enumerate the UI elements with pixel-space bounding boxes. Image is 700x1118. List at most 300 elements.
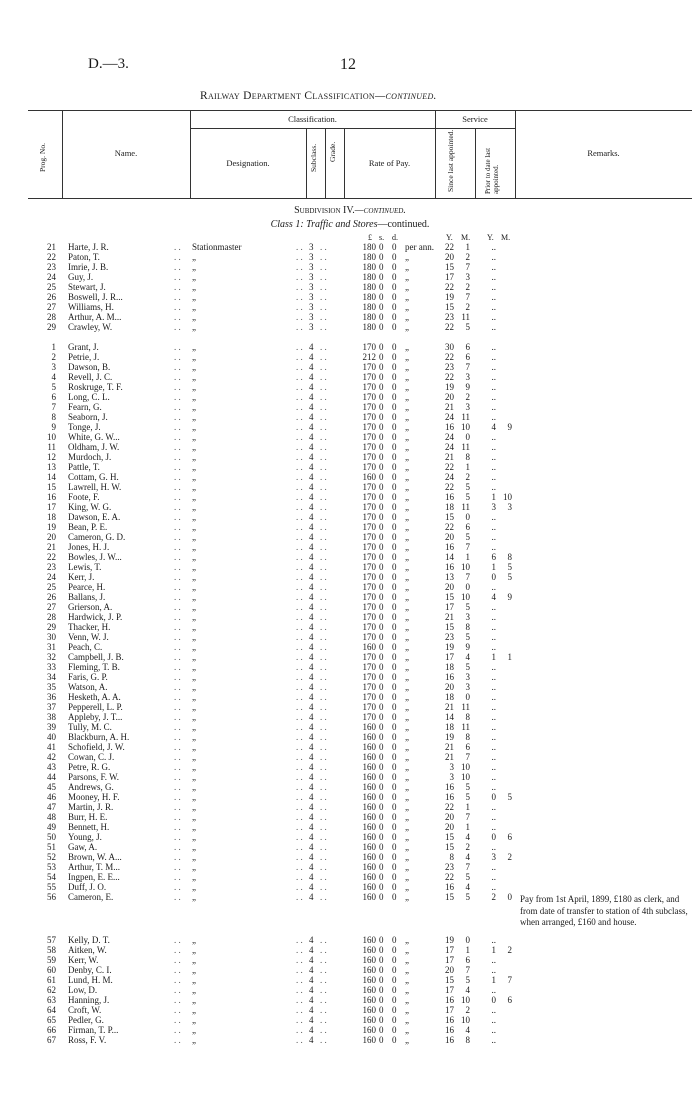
pay-period-cell: „ [405, 592, 409, 602]
pay-period-cell: „ [405, 542, 409, 552]
prog-no-cell: 18 [47, 512, 56, 522]
pay-pounds-cell: 170 [362, 542, 376, 552]
pay-pence-cell: 0 [392, 412, 397, 422]
service-months-cell: 3 [465, 612, 470, 622]
pay-pence-cell: 0 [392, 382, 397, 392]
leader-dots: . . [320, 402, 327, 412]
service-months-cell: 7 [465, 262, 470, 272]
service-years-cell: 18 [445, 502, 454, 512]
designation-cell: „ [192, 452, 196, 462]
leader-dots: . . [296, 442, 303, 452]
prior-years-cell: .. [491, 312, 496, 322]
pay-pounds-cell: 160 [362, 752, 376, 762]
pay-pence-cell: 0 [392, 782, 397, 792]
service-years-cell: 8 [449, 852, 454, 862]
service-months-cell: 4 [465, 985, 470, 995]
prior-months-cell: 6 [507, 832, 512, 842]
designation-cell: „ [192, 632, 196, 642]
leader-dots: . . [296, 1005, 303, 1015]
pay-pence-cell: 0 [392, 822, 397, 832]
prior-months-cell: 6 [507, 995, 512, 1005]
pay-pence-cell: 0 [392, 802, 397, 812]
service-months-cell: 2 [465, 252, 470, 262]
leader-dots: . . [296, 322, 303, 332]
leader-dots: . . [296, 652, 303, 662]
designation-cell: „ [192, 822, 196, 832]
pay-pounds-cell: 160 [362, 862, 376, 872]
service-months-cell: 3 [465, 372, 470, 382]
pay-shillings-cell: 0 [379, 482, 384, 492]
leader-dots: . . [296, 592, 303, 602]
name-cell: Faris, G. P. [68, 672, 108, 682]
prog-no-cell: 42 [47, 752, 56, 762]
leader-dots: . . [296, 712, 303, 722]
table-row [0, 792, 700, 802]
name-cell: Hesketh, A. A. [68, 692, 121, 702]
designation-cell: „ [192, 572, 196, 582]
prior-years-cell: 1 [491, 562, 496, 572]
prior-years-cell: .. [491, 742, 496, 752]
service-years-cell: 14 [445, 552, 454, 562]
pay-pence-cell: 0 [392, 422, 397, 432]
prog-no-cell: 14 [47, 472, 56, 482]
pay-pounds-cell: 170 [362, 632, 376, 642]
leader-dots: . . [174, 512, 181, 522]
prior-months-cell: 5 [507, 792, 512, 802]
pay-pence-cell: 0 [392, 622, 397, 632]
grade-header: Grade. [328, 141, 337, 162]
service-years-cell: 23 [445, 362, 454, 372]
designation-cell: „ [192, 1025, 196, 1035]
name-cell: Kerr, J. [68, 572, 95, 582]
table-row [0, 562, 700, 572]
subclass-cell: 3 [309, 312, 314, 322]
prior-years-cell: .. [491, 292, 496, 302]
prog-no-cell: 47 [47, 802, 56, 812]
name-cell: Seaborn, J. [68, 412, 108, 422]
table-row [0, 822, 700, 832]
pay-period-cell: „ [405, 975, 409, 985]
designation-cell: „ [192, 732, 196, 742]
service-months-cell: 0 [465, 432, 470, 442]
pay-pounds-cell: 170 [362, 602, 376, 612]
prog-no-cell: 17 [47, 502, 56, 512]
service-years-cell: 16 [445, 1025, 454, 1035]
leader-dots: . . [174, 742, 181, 752]
leader-dots: . . [174, 722, 181, 732]
pay-pence-cell: 0 [392, 995, 397, 1005]
pay-pence-cell: 0 [392, 362, 397, 372]
leader-dots: . . [320, 752, 327, 762]
pay-pounds-cell: 170 [362, 672, 376, 682]
pay-pounds-cell: 170 [362, 402, 376, 412]
designation-cell: „ [192, 532, 196, 542]
service-years-cell: 21 [445, 402, 454, 412]
pay-period-cell: „ [405, 882, 409, 892]
service-years-cell: 15 [445, 592, 454, 602]
pay-pounds-cell: 170 [362, 692, 376, 702]
prog-no-cell: 48 [47, 812, 56, 822]
pay-period-cell: „ [405, 622, 409, 632]
designation-cell: „ [192, 742, 196, 752]
pay-pence-cell: 0 [392, 602, 397, 612]
name-cell: Bowles, J. W... [68, 552, 122, 562]
table-row [0, 985, 700, 995]
pay-pounds-cell: 170 [362, 552, 376, 562]
pay-pounds-cell: 160 [362, 1035, 376, 1045]
leader-dots: . . [174, 362, 181, 372]
service-years-cell: 15 [445, 975, 454, 985]
pay-pounds-cell: 170 [362, 682, 376, 692]
pay-pence-cell: 0 [392, 672, 397, 682]
pay-shillings-cell: 0 [379, 702, 384, 712]
service-months-cell: 10 [461, 422, 470, 432]
since-last-header: Since last appointed. [446, 129, 455, 192]
pay-shillings-cell: 0 [379, 712, 384, 722]
designation-cell: „ [192, 352, 196, 362]
service-years-cell: 17 [445, 602, 454, 612]
designation-cell: „ [192, 292, 196, 302]
pay-shillings-cell: 0 [379, 872, 384, 882]
subclass-cell: 4 [309, 512, 314, 522]
pay-period-cell: „ [405, 632, 409, 642]
pay-pounds-cell: 180 [362, 242, 376, 252]
service-months-cell: 1 [465, 242, 470, 252]
pay-period-cell: „ [405, 392, 409, 402]
leader-dots: . . [296, 812, 303, 822]
pay-period-cell: „ [405, 762, 409, 772]
prior-years-cell: 3 [491, 502, 496, 512]
leader-dots: . . [296, 1015, 303, 1025]
leader-dots: . . [320, 282, 327, 292]
service-months-cell: 2 [465, 842, 470, 852]
name-cell: Kerr, W. [68, 955, 99, 965]
leader-dots: . . [174, 472, 181, 482]
subclass-cell: 4 [309, 672, 314, 682]
pay-pounds-cell: 160 [362, 965, 376, 975]
prior-years-cell: .. [491, 702, 496, 712]
designation-cell: „ [192, 462, 196, 472]
prior-years-cell: .. [491, 782, 496, 792]
leader-dots: . . [296, 742, 303, 752]
name-cell: Petre, R. G. [68, 762, 111, 772]
service-years-cell: 23 [445, 632, 454, 642]
pay-shillings-cell: 0 [379, 752, 384, 762]
prog-no-cell: 33 [47, 662, 56, 672]
pay-period-cell: „ [405, 822, 409, 832]
name-cell: Oldham, J. W. [68, 442, 120, 452]
prior-years-cell: .. [491, 1005, 496, 1015]
name-header: Name. [114, 148, 138, 158]
prog-no-cell: 43 [47, 762, 56, 772]
pay-shillings-cell: 0 [379, 582, 384, 592]
name-cell: Murdoch, J. [68, 452, 112, 462]
pay-shillings-cell: 0 [379, 935, 384, 945]
leader-dots: . . [296, 342, 303, 352]
pay-pounds-cell: 170 [362, 462, 376, 472]
pay-period-cell: „ [405, 1035, 409, 1045]
pay-pounds-cell: 180 [362, 302, 376, 312]
leader-dots: . . [174, 572, 181, 582]
pay-shillings-cell: 0 [379, 642, 384, 652]
prog-no-cell: 29 [47, 622, 56, 632]
rate-of-pay-header: Rate of Pay. [368, 158, 411, 168]
pay-period-cell: „ [405, 302, 409, 312]
pay-period-cell: „ [405, 362, 409, 372]
service-months-cell: 3 [465, 402, 470, 412]
pay-pounds-cell: 180 [362, 282, 376, 292]
pay-shillings-cell: 0 [379, 442, 384, 452]
designation-cell: „ [192, 362, 196, 372]
service-months-cell: 0 [465, 512, 470, 522]
table-row [0, 1005, 700, 1015]
pay-pounds-cell: 170 [362, 702, 376, 712]
leader-dots: . . [320, 312, 327, 322]
leader-dots: . . [296, 945, 303, 955]
designation-cell: „ [192, 892, 196, 902]
service-years-cell: 23 [445, 862, 454, 872]
service-years-cell: 18 [445, 662, 454, 672]
classification-header: Classification. [288, 114, 337, 124]
name-cell: Aitken, W. [68, 945, 107, 955]
prior-years-cell: .. [491, 622, 496, 632]
pay-period-cell: „ [405, 935, 409, 945]
leader-dots: . . [174, 412, 181, 422]
name-cell: Thacker, H. [68, 622, 111, 632]
pay-pounds-cell: 160 [362, 1025, 376, 1035]
table-row [0, 242, 700, 252]
pay-pence-cell: 0 [392, 392, 397, 402]
leader-dots: . . [296, 802, 303, 812]
prog-no-cell: 31 [47, 642, 56, 652]
table-row [0, 642, 700, 652]
prior-months-cell: 0 [507, 892, 512, 902]
leader-dots: . . [174, 802, 181, 812]
service-months-cell: 11 [461, 312, 470, 322]
pay-shillings-cell: 0 [379, 1005, 384, 1015]
subclass-cell: 4 [309, 712, 314, 722]
prior-months-cell: 2 [507, 852, 512, 862]
subclass-cell: 4 [309, 632, 314, 642]
pay-pence-cell: 0 [392, 965, 397, 975]
leader-dots: . . [296, 682, 303, 692]
prior-years-cell: .. [491, 1025, 496, 1035]
pay-pounds-cell: 180 [362, 272, 376, 282]
pay-period-cell: „ [405, 582, 409, 592]
prior-years-cell: .. [491, 252, 496, 262]
leader-dots: . . [174, 632, 181, 642]
leader-dots: . . [320, 802, 327, 812]
name-cell: Foote, F. [68, 492, 100, 502]
leader-dots: . . [320, 542, 327, 552]
leader-dots: . . [174, 1035, 181, 1045]
prior-years-cell: 1 [491, 492, 496, 502]
service-months-cell: 10 [461, 995, 470, 1005]
service-months-cell: 3 [465, 682, 470, 692]
service-years-cell: 16 [445, 672, 454, 682]
pay-shillings-cell: 0 [379, 492, 384, 502]
prior-years-cell: .. [491, 842, 496, 852]
table-row [0, 762, 700, 772]
prog-no-cell: 29 [47, 322, 56, 332]
service-years-cell: 17 [445, 272, 454, 282]
designation-cell: „ [192, 482, 196, 492]
subclass-cell: 4 [309, 542, 314, 552]
leader-dots: . . [320, 322, 327, 332]
designation-header: Designation. [226, 158, 270, 168]
subclass-cell: 4 [309, 452, 314, 462]
service-years-cell: 16 [445, 1015, 454, 1025]
table-row [0, 872, 700, 882]
table-row [0, 812, 700, 822]
prog-no-cell: 35 [47, 682, 56, 692]
prior-years-cell: .. [491, 632, 496, 642]
service-years-cell: 16 [445, 882, 454, 892]
prog-no-cell: 34 [47, 672, 56, 682]
pay-period-cell: „ [405, 872, 409, 882]
designation-cell: „ [192, 842, 196, 852]
prior-months-cell: 5 [507, 572, 512, 582]
service-months-cell: 10 [461, 592, 470, 602]
leader-dots: . . [320, 352, 327, 362]
pay-pence-cell: 0 [392, 262, 397, 272]
pay-period-cell: „ [405, 382, 409, 392]
designation-cell: „ [192, 382, 196, 392]
prog-no-cell: 67 [47, 1035, 56, 1045]
table-row [0, 582, 700, 592]
leader-dots: . . [320, 792, 327, 802]
leader-dots: . . [320, 482, 327, 492]
pay-shillings-cell: 0 [379, 312, 384, 322]
service-years-cell: 22 [445, 522, 454, 532]
designation-cell: „ [192, 975, 196, 985]
designation-cell: „ [192, 712, 196, 722]
leader-dots: . . [174, 312, 181, 322]
prior-to-date-header: Prior to date last appointed. [484, 147, 500, 194]
pay-pence-cell: 0 [392, 1015, 397, 1025]
name-cell: Schofield, J. W. [68, 742, 125, 752]
leader-dots: . . [296, 872, 303, 882]
pay-pounds-cell: 160 [362, 642, 376, 652]
service-months-cell: 5 [465, 632, 470, 642]
service-years-cell: 16 [445, 995, 454, 1005]
pay-shillings-cell: 0 [379, 732, 384, 742]
leader-dots: . . [296, 935, 303, 945]
leader-dots: . . [320, 252, 327, 262]
pay-pence-cell: 0 [392, 732, 397, 742]
prog-no-cell: 51 [47, 842, 56, 852]
pay-pence-cell: 0 [392, 522, 397, 532]
pay-period-cell: „ [405, 772, 409, 782]
pay-pounds-cell: 170 [362, 412, 376, 422]
subclass-cell: 4 [309, 532, 314, 542]
prog-no-cell: 12 [47, 452, 56, 462]
leader-dots: . . [296, 732, 303, 742]
pay-pounds-cell: 170 [362, 482, 376, 492]
service-years-cell: 17 [445, 955, 454, 965]
designation-cell: „ [192, 662, 196, 672]
leader-dots: . . [174, 642, 181, 652]
table-row [0, 462, 700, 472]
pay-period-cell: „ [405, 612, 409, 622]
pay-pounds-cell: 170 [362, 572, 376, 582]
pay-shillings-cell: 0 [379, 572, 384, 582]
pay-shillings-cell: 0 [379, 472, 384, 482]
pay-shillings-cell: 0 [379, 802, 384, 812]
pay-pence-cell: 0 [392, 502, 397, 512]
service-years-cell: 18 [445, 692, 454, 702]
leader-dots: . . [320, 722, 327, 732]
designation-cell: „ [192, 1015, 196, 1025]
service-months-cell: 11 [461, 722, 470, 732]
prog-no-cell: 57 [47, 935, 56, 945]
leader-dots: . . [320, 852, 327, 862]
leader-dots: . . [174, 262, 181, 272]
pay-period-cell: „ [405, 552, 409, 562]
leader-dots: . . [320, 242, 327, 252]
service-years-cell: 3 [449, 772, 454, 782]
pay-pence-cell: 0 [392, 592, 397, 602]
prog-no-cell: 61 [47, 975, 56, 985]
leader-dots: . . [296, 832, 303, 842]
service-months-cell: 6 [465, 522, 470, 532]
pay-period-cell: „ [405, 372, 409, 382]
prior-years-cell: .. [491, 522, 496, 532]
subclass-cell: 4 [309, 965, 314, 975]
leader-dots: . . [174, 945, 181, 955]
designation-cell: „ [192, 955, 196, 965]
prior-years-cell: 1 [491, 975, 496, 985]
prog-no-cell: 24 [47, 272, 56, 282]
table-row [0, 502, 700, 512]
subclass-cell: 4 [309, 842, 314, 852]
leader-dots: . . [174, 272, 181, 282]
table-row [0, 542, 700, 552]
service-months-cell: 4 [465, 852, 470, 862]
pay-period-cell: „ [405, 985, 409, 995]
leader-dots: . . [320, 935, 327, 945]
pay-shillings-cell: 0 [379, 842, 384, 852]
service-years-cell: 17 [445, 945, 454, 955]
service-years-cell: 15 [445, 622, 454, 632]
prior-years-cell: 3 [491, 852, 496, 862]
designation-cell: „ [192, 252, 196, 262]
table-row [0, 935, 700, 945]
table-row [0, 612, 700, 622]
pay-pounds-cell: 170 [362, 662, 376, 672]
leader-dots: . . [174, 302, 181, 312]
pay-shillings-cell: 0 [379, 995, 384, 1005]
leader-dots: . . [174, 582, 181, 592]
prior-years-cell: .. [491, 812, 496, 822]
designation-cell: „ [192, 622, 196, 632]
subclass-cell: 4 [309, 995, 314, 1005]
pay-period-cell: „ [405, 312, 409, 322]
table-row [0, 252, 700, 262]
service-months-cell: 4 [465, 1025, 470, 1035]
leader-dots: . . [174, 1025, 181, 1035]
service-years-cell: 17 [445, 985, 454, 995]
table-row [0, 802, 700, 812]
service-years-cell: 17 [445, 652, 454, 662]
pay-period-cell: „ [405, 742, 409, 752]
pay-shillings-cell: 0 [379, 522, 384, 532]
name-cell: Cameron, E. [68, 892, 114, 902]
service-months-cell: 0 [465, 692, 470, 702]
pay-period-cell: „ [405, 252, 409, 262]
pay-shillings-cell: 0 [379, 782, 384, 792]
leader-dots: . . [320, 642, 327, 652]
